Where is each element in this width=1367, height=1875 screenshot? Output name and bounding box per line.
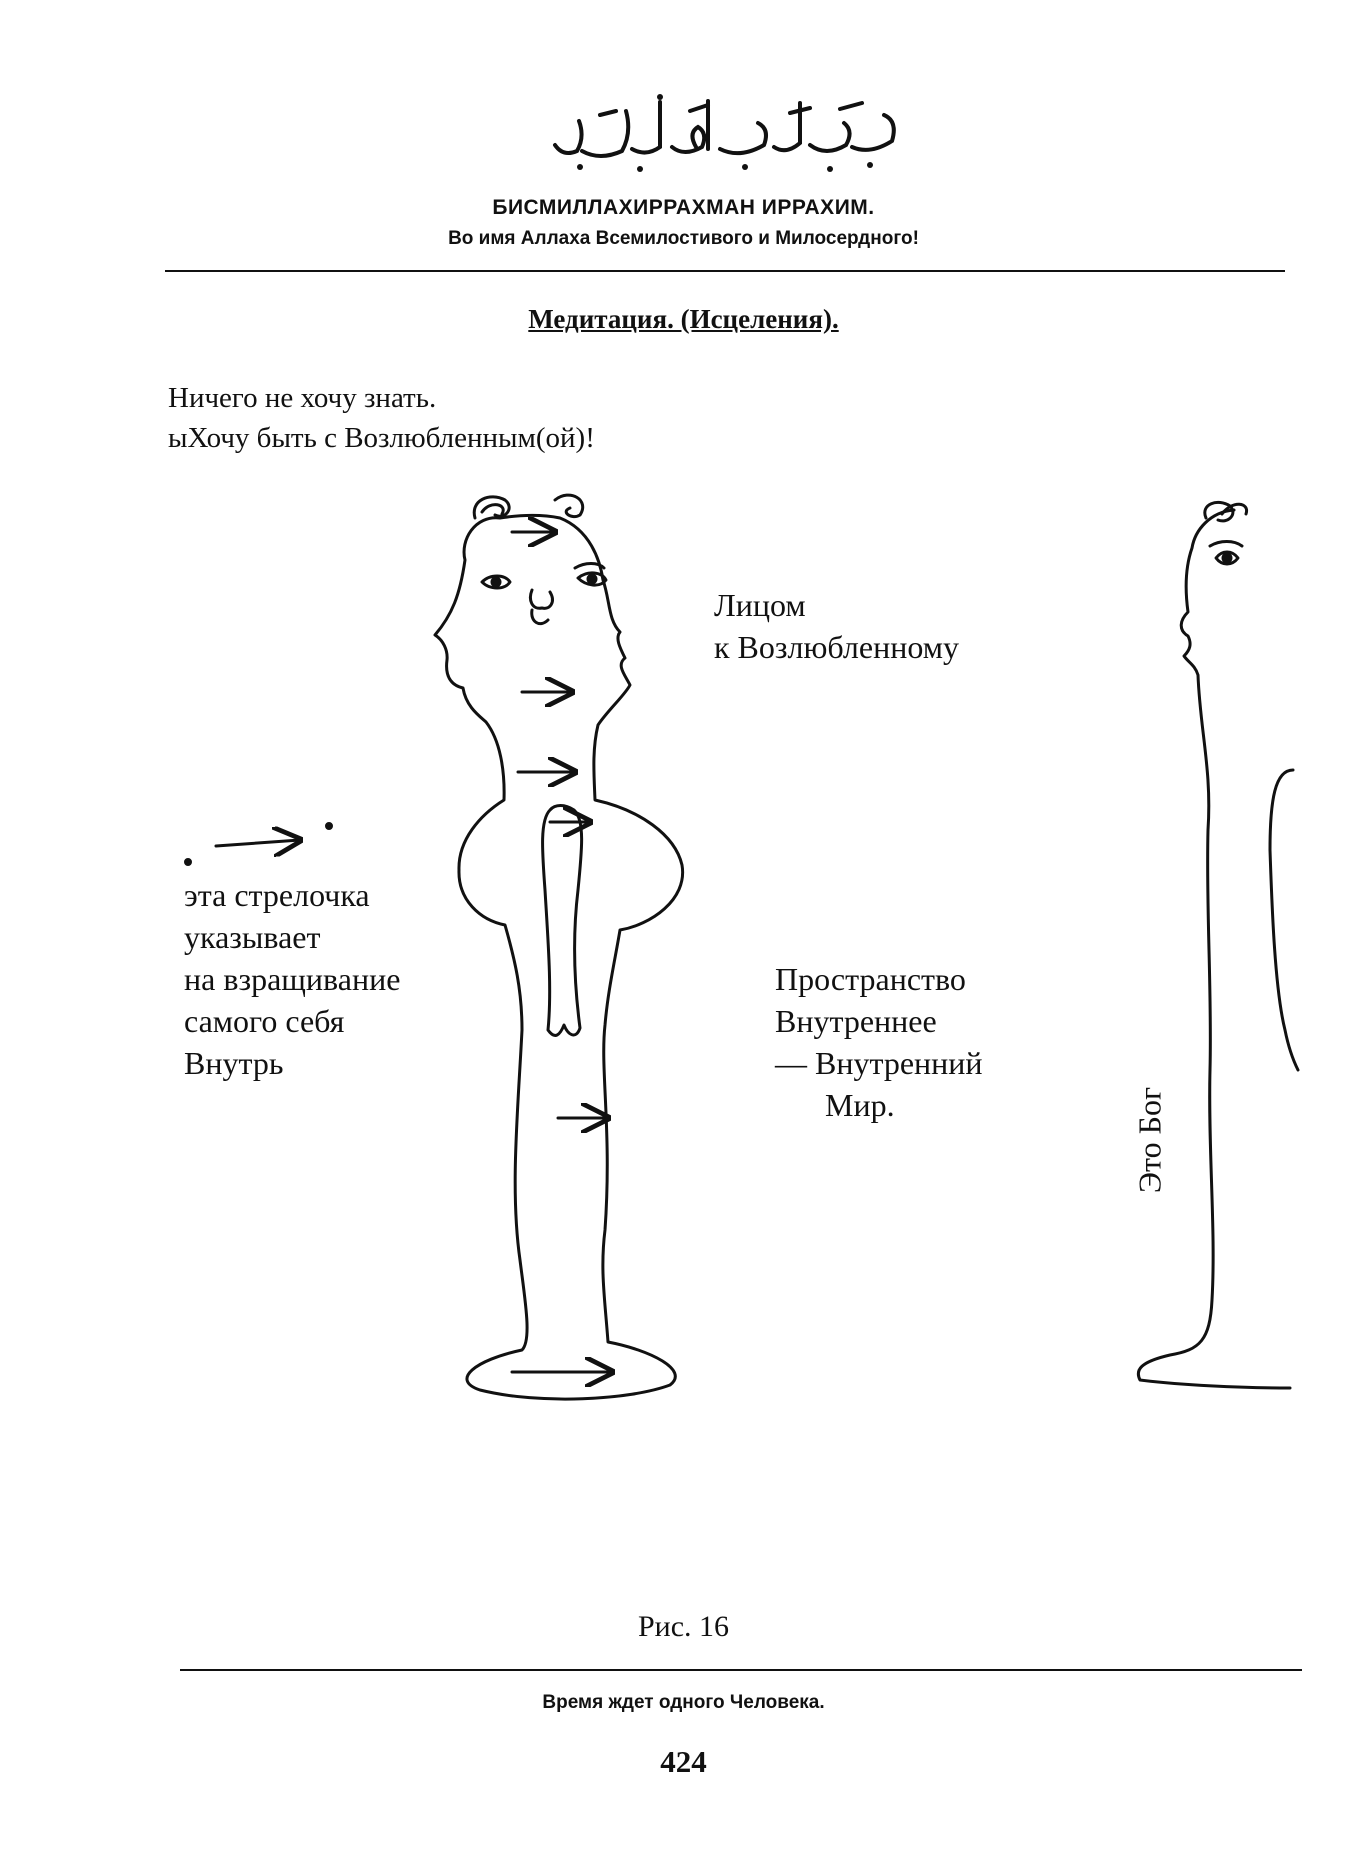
bismillah-calligraphy xyxy=(540,85,910,180)
label-god-container xyxy=(1120,1040,1180,1240)
label-space-line-1: Пространство xyxy=(775,961,966,997)
epigraph-line-1: Ничего не хочу знать. xyxy=(168,382,437,414)
label-arrow-line-3: на взращивание xyxy=(184,961,401,997)
label-arrow-line-2: указывает xyxy=(184,919,321,955)
label-space-line-3: — Внутренний xyxy=(775,1045,983,1081)
figure-caption: Рис. 16 xyxy=(637,1610,730,1643)
label-arrow-line-5: Внутрь xyxy=(184,1045,284,1081)
label-face-line-2: к Возлюбленному xyxy=(714,629,959,665)
label-space-line-2: Внутреннее xyxy=(775,1003,937,1039)
epigraph xyxy=(168,378,595,458)
section-title: Медитация. (Исцеления). xyxy=(528,304,839,334)
label-arrow-explanation xyxy=(184,874,400,1084)
footer-text: Время ждет одного Человека. xyxy=(542,1692,825,1713)
label-arrow-line-1: эта стрелочка xyxy=(184,877,370,913)
label-space-line-4: Мир. xyxy=(825,1087,895,1123)
label-inner-space xyxy=(775,958,983,1126)
epigraph-line-2: ыХочу быть с Возлюбленным(ой)! xyxy=(168,422,595,454)
header-subtitle: Во имя Аллаха Всемилостивого и Милосердного! xyxy=(448,228,919,249)
page-number: 424 xyxy=(660,1744,707,1779)
bottom-divider xyxy=(180,1669,1302,1671)
label-god: Это Бог xyxy=(1131,1086,1168,1194)
label-face-to-beloved xyxy=(714,584,959,668)
god-profile-outline xyxy=(1138,510,1290,1388)
header-title: БИСМИЛЛАХИРРАХМАН ИРРАХИМ. xyxy=(492,196,875,219)
label-face-line-1: Лицом xyxy=(714,587,806,623)
human-figure-outline xyxy=(435,515,683,1399)
top-divider xyxy=(165,270,1285,272)
label-arrow-line-4: самого себя xyxy=(184,1003,345,1039)
